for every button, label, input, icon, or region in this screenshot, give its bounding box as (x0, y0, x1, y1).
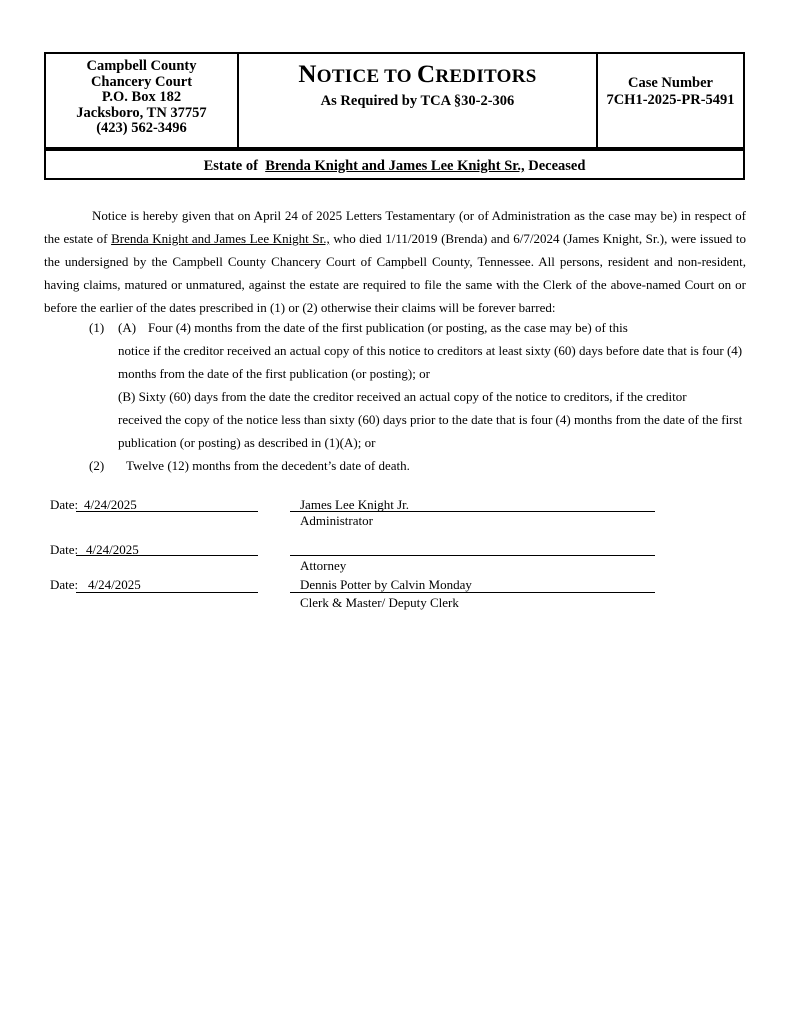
date-line-2 (76, 555, 258, 556)
notice-header-box (44, 52, 745, 180)
date-value-1: 4/24/2025 (84, 497, 137, 512)
administrator-name: James Lee Knight Jr. (300, 497, 410, 512)
date-label-3: Date: (50, 577, 79, 592)
court-phone: (423) 562-3496 (96, 120, 187, 136)
case-number-label: Case Number (628, 75, 713, 91)
decedent-names: Brenda Knight and James Lee Knight Sr., (111, 231, 330, 246)
date-label-1: Date: (50, 497, 79, 512)
item2-line: (2) Twelve (12) months from the decedent’s date of death. (89, 458, 410, 473)
date-line-1 (76, 511, 258, 512)
notice-body (44, 204, 746, 319)
attorney-signature-line (290, 555, 655, 556)
date-label-2: Date: (50, 542, 79, 557)
header-top-row (46, 54, 743, 149)
estate-prefix: Estate of (203, 158, 258, 174)
court-po-box: P.O. Box 182 (101, 89, 182, 105)
court-name-line1: Campbell County (86, 58, 197, 74)
court-name-line2: Chancery Court (90, 73, 193, 90)
case-number-block (598, 54, 743, 147)
notice-title-block (239, 54, 598, 147)
item1-b-line2: received the copy of the notice less than sixty (60) days prior to the date that is four (4) months from the date of the first (118, 412, 743, 427)
date-line-3 (76, 592, 258, 593)
item1-a-line2: notice if the creditor received an actual copy of this notice to creditors at least sixty (60) days before date that is four (4) (118, 343, 743, 358)
notice-subtitle: As Required by TCA §30-2-306 (320, 93, 515, 109)
date-value-2: 4/24/2025 (86, 542, 139, 557)
court-address-block (46, 54, 239, 147)
administrator-label: Administrator (300, 513, 373, 528)
case-number-value: 7CH1-2025-PR-5491 (606, 92, 735, 108)
estate-names: Brenda Knight and James Lee Knight Sr., (265, 158, 525, 174)
claims-deadline-list (44, 316, 746, 477)
date-value-3: 4/24/2025 (88, 577, 141, 592)
item1-b-line3: publication (or posting) as described in (1)(A); or (118, 435, 376, 450)
clerk-label: Clerk & Master/ Deputy Clerk (300, 595, 459, 610)
clerk-signature-line (290, 592, 655, 593)
item1-b-line1: (B) Sixty (60) days from the date the creditor received an actual copy of the notice to creditors, if the creditor (118, 389, 687, 404)
notice-paragraph: Notice is hereby given that on April 24 of 2025 Letters Testamentary (or of Administration as the case may be) in respect of the estate of Brenda Knight and James Lee Knight Sr., who died 1/11/2019 (Brenda) and 6/7/2024 (James Knight, Sr.), were issued to the undersigned by the Campbell County Chancery Court of Campbell County, Tennessee. All persons, resident and non-resident, having claims, matured or unmatured, against the estate are required to file the same with the Clerk of the above-named Court on or before the earlier of the dates prescribed in (1) or (2) otherwise their claims will be forever barred: (44, 208, 746, 315)
item1-a-line3: months from the date of the first publication (or posting); or (118, 366, 430, 381)
administrator-signature-line (290, 511, 655, 512)
estate-row (46, 149, 743, 182)
item1-a-line1: (1) (A) Four (4) months from the date of the first publication (or posting, as the case may be) of this (89, 320, 628, 335)
notice-title: NOTICE TO CREDITORS (298, 61, 537, 88)
attorney-label: Attorney (300, 558, 347, 573)
clerk-name: Dennis Potter by Calvin Monday (300, 577, 472, 592)
court-city-state-zip: Jacksboro, TN 37757 (76, 104, 207, 121)
estate-suffix: Deceased (528, 158, 586, 174)
